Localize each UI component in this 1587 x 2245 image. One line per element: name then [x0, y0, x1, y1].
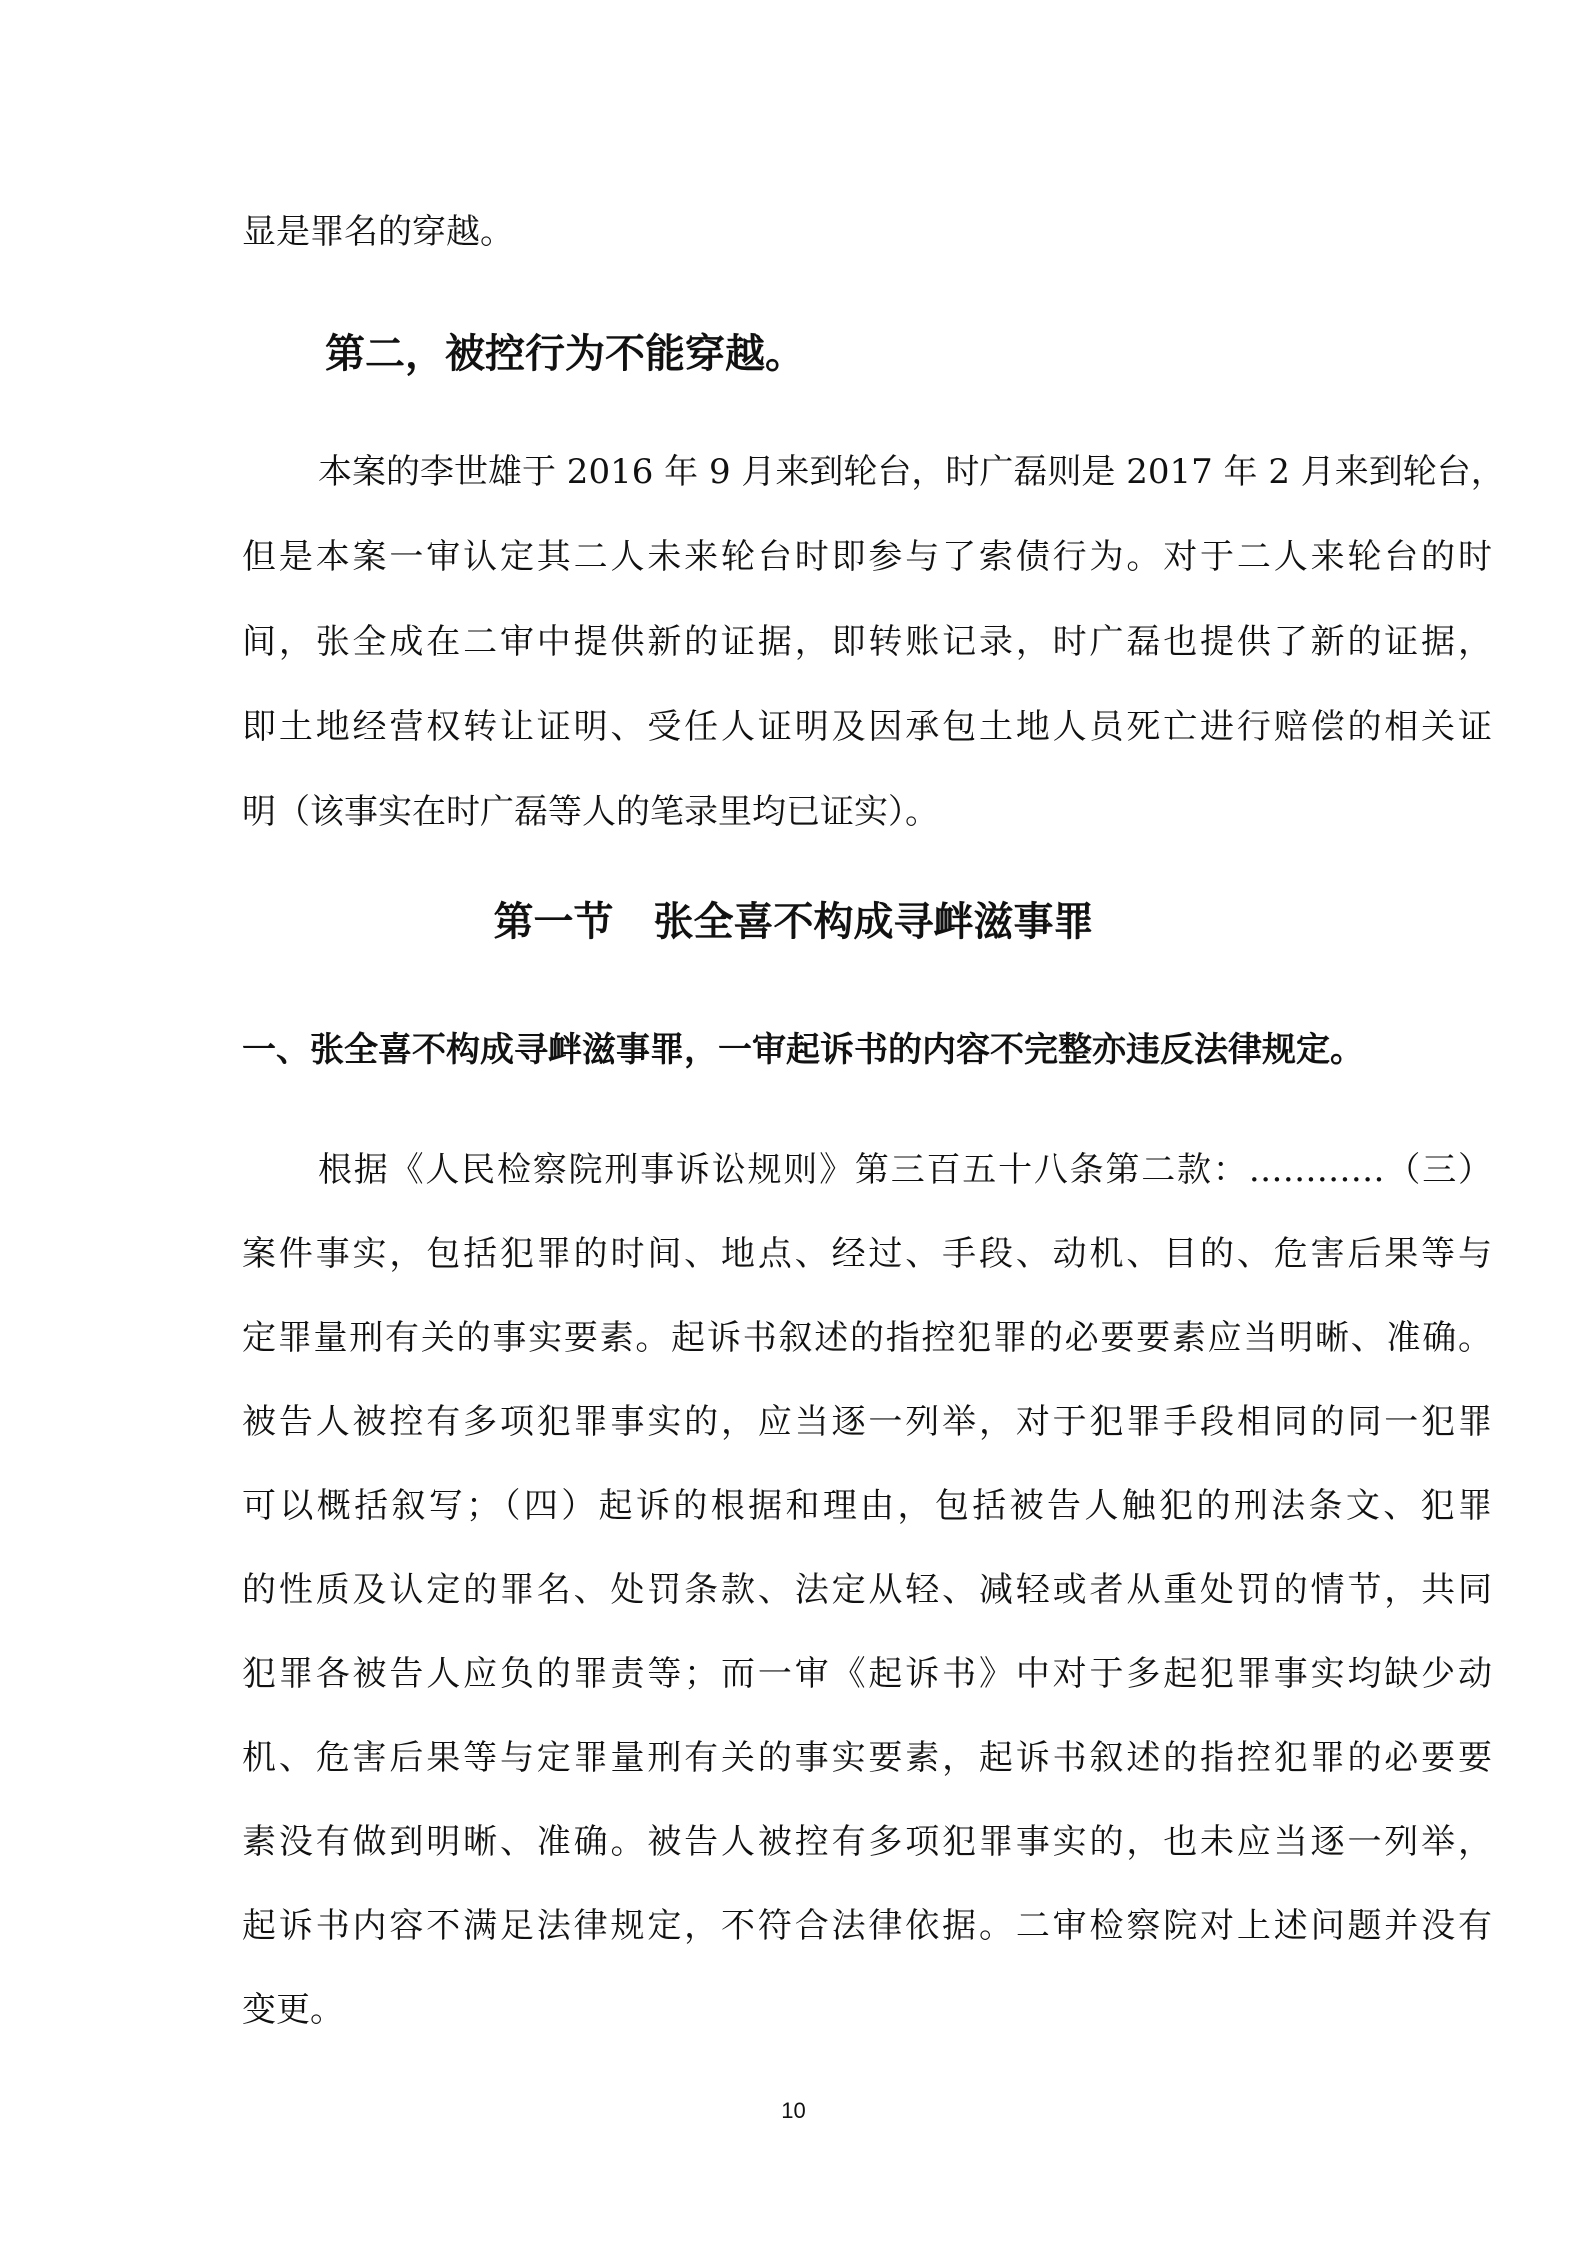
paragraph-line: 明（该事实在时广磊等人的笔录里均已证实）。 — [242, 792, 939, 832]
subheading-one: 一、张全喜不构成寻衅滋事罪，一审起诉书的内容不完整亦违反法律规定。 — [242, 1030, 1364, 1070]
paragraph-line: 间，张全成在二审中提供新的证据，即转账记录，时广磊也提供了新的证据， — [242, 622, 1492, 662]
paragraph-line: 犯罪各被告人应负的罪责等；而一审《起诉书》中对于多起犯罪事实均缺少动 — [242, 1654, 1492, 1694]
paragraph-line: 被告人被控有多项犯罪事实的，应当逐一列举，对于犯罪手段相同的同一犯罪 — [242, 1402, 1492, 1442]
paragraph-line: 根据《人民检察院刑事诉讼规则》第三百五十八条第二款：…………（三） — [318, 1150, 1492, 1190]
paragraph-line: 本案的李世雄于 2016 年 9 月来到轮台，时广磊则是 2017 年 2 月来到轮台， — [318, 452, 1505, 492]
paragraph-line: 案件事实，包括犯罪的时间、地点、经过、手段、动机、目的、危害后果等与 — [242, 1234, 1492, 1274]
paragraph-line: 起诉书内容不满足法律规定，不符合法律依据。二审检察院对上述问题并没有 — [242, 1906, 1492, 1946]
paragraph-line: 定罪量刑有关的事实要素。起诉书叙述的指控犯罪的必要要素应当明晰、准确。 — [242, 1318, 1492, 1358]
paragraph-line: 即土地经营权转让证明、受任人证明及因承包土地人员死亡进行赔偿的相关证 — [242, 707, 1492, 747]
paragraph-line: 的性质及认定的罪名、处罚条款、法定从轻、减轻或者从重处罚的情节，共同 — [242, 1570, 1492, 1610]
paragraph-line: 素没有做到明晰、准确。被告人被控有多项犯罪事实的，也未应当逐一列举， — [242, 1822, 1492, 1862]
page-number: 10 — [781, 2098, 806, 2123]
heading-second-point: 第二，被控行为不能穿越。 — [325, 330, 805, 377]
paragraph-line: 可以概括叙写；（四）起诉的根据和理由，包括被告人触犯的刑法条文、犯罪 — [242, 1486, 1492, 1526]
paragraph-line: 显是罪名的穿越。 — [242, 212, 514, 252]
paragraph-line: 变更。 — [242, 1990, 344, 2030]
paragraph-line: 机、危害后果等与定罪量刑有关的事实要素，起诉书叙述的指控犯罪的必要要 — [242, 1738, 1492, 1778]
paragraph-line: 但是本案一审认定其二人未来轮台时即参与了索债行为。对于二人来轮台的时 — [242, 537, 1492, 577]
section-title: 第一节 张全喜不构成寻衅滋事罪 — [493, 898, 1094, 945]
